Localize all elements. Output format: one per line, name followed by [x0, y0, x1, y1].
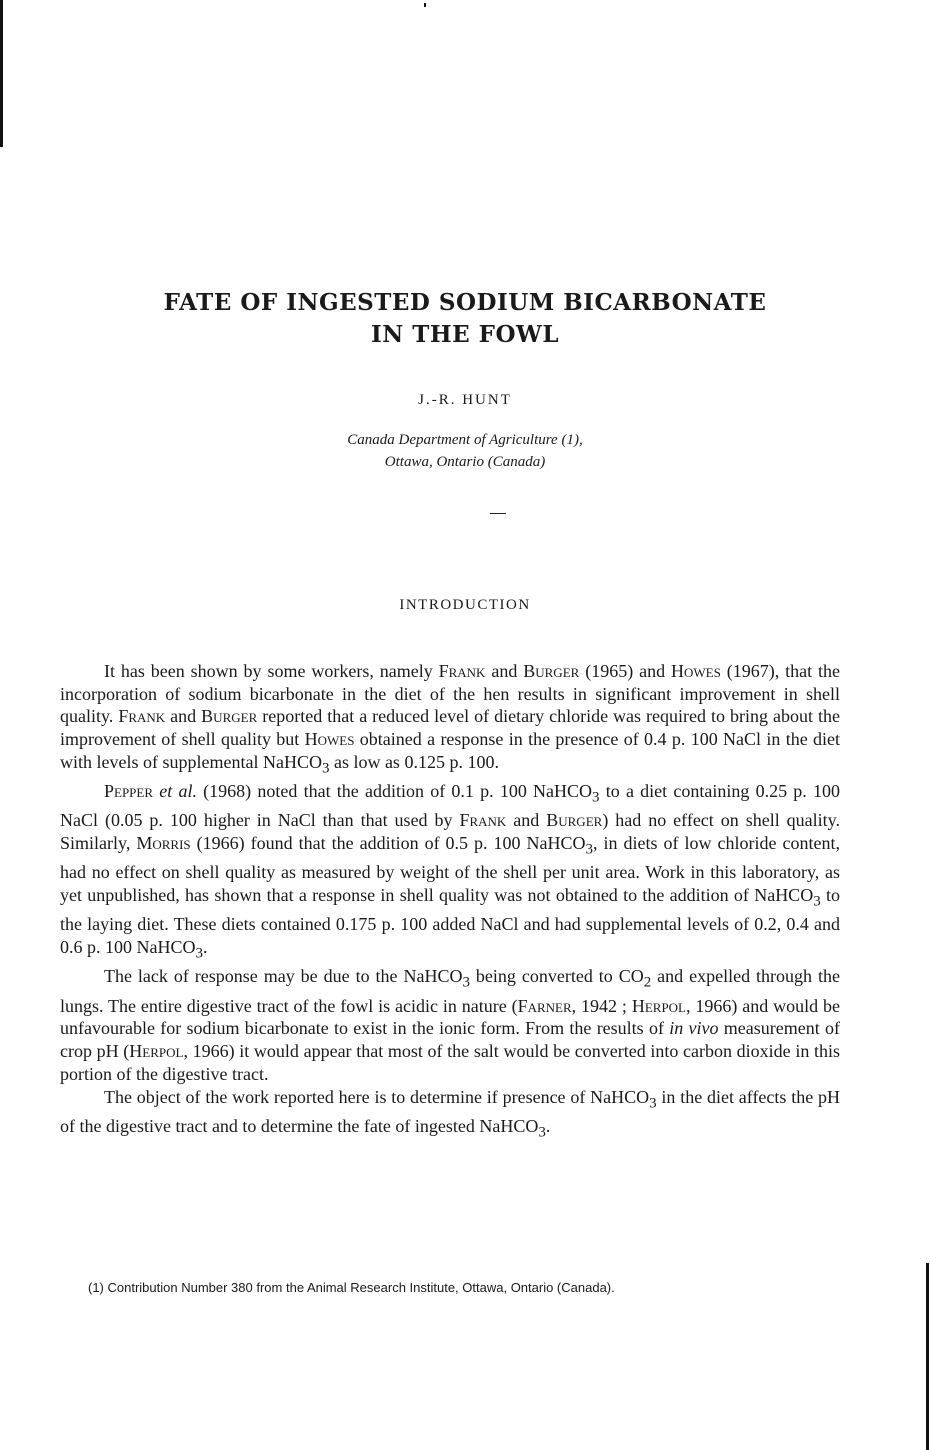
citation-author: Burger [546, 810, 603, 831]
footnote [88, 1280, 848, 1295]
paragraph-2: Pepper et al. (1968) noted that the addition of 0.1 p. 100 NaHCO$_3$ to a diet containing 0.25 p. 100 NaCl (0.05 p. 100 higher in NaCl than that used by Frank and Burger) had no effect on shell quality. Similarly, Morris (1966) found that the addition of 0.5 p. 100 NaHCO$_3$, in diets of low chloride content, had no effect on shell quality as measured by weight of the shell per unit area. Work in this laboratory, as yet unpublished, has shown that a response in shell quality was not obtained to the addition of NaHCO$_3$ to the laying diet. These diets contained 0.175 p. 100 added NaCl and had supplemental levels of 0.2, 0.4 and 0.6 p. 100 NaHCO$_3$. [60, 781, 841, 962]
citation-author: Frank [459, 810, 507, 831]
footnote-text: Contribution Number 380 from the Animal Research Institute, Ottawa, Ontario (Canada). [103, 1280, 615, 1295]
footnote-marker: (1) [88, 1280, 104, 1295]
affiliation-line-2: Ottawa, Ontario (Canada) [384, 454, 546, 470]
citation-author: Herpol [631, 995, 686, 1016]
citation-author: Frank [118, 706, 166, 727]
citation-author: Burger [201, 706, 258, 727]
section-heading: INTRODUCTION [399, 597, 531, 613]
citation-author: Herpol [129, 1041, 184, 1062]
left-edge-mark [0, 0, 3, 147]
citation-author: Farner [517, 995, 572, 1016]
article-title [0, 287, 930, 351]
citation-author: Morris [136, 833, 191, 854]
bottom-right-edge-mark [926, 1263, 929, 1450]
citation-author: Howes [304, 729, 355, 750]
title-line-1: FATE OF INGESTED SODIUM BICARBONATE [163, 289, 767, 316]
author-name: J.-R. HUNT [418, 392, 512, 408]
citation-author: Burger [523, 661, 580, 681]
citation-author: Howes [670, 661, 721, 681]
citation-author: Frank [438, 661, 486, 681]
citation-author: Pepper [104, 781, 154, 802]
title-line-2: IN THE FOWL [370, 321, 560, 348]
separator-dash [490, 513, 506, 514]
paragraph-4: The object of the work reported here is to determine if presence of NaHCO$_3$ in the diet affects the pH of the digestive tract and to determine the fate of ingested NaHCO$_3$. [60, 1086, 840, 1141]
body-text [60, 660, 840, 1144]
paragraph-3: The lack of response may be due to the NaHCO$_3$ being converted to $CO_2$ and expelled through the lungs. The entire digestive tract of the fowl is acidic in nature (Farner, 1942 ; Herpol, 1966) and would be unfavourable for sodium bicarbonate to exist in the ionic form. From the results of in vivo measurement of crop pH (Herpol, 1966) it would appear that most of the salt would be converted into carbon dioxide in this portion of the digestive tract. [60, 966, 841, 1084]
affiliation [0, 429, 930, 473]
paragraph-1: It has been shown by some workers, namely Frank and Burger (1965) and Howes (1967), that the incorporation of sodium bicarbonate in the diet of the hen results in significant improvement in shell quality. Frank and Burger reported that a reduced level of dietary chloride was required to bring about the improvement of shell quality but Howes obtained a response in the presence of 0.4 p. 100 NaCl in the diet with levels of supplemental NaHCO$_3$ as low as 0.125 p. 100. [60, 661, 841, 777]
affiliation-line-1: Canada Department of Agriculture (1), [347, 432, 583, 448]
top-dot-mark [424, 3, 426, 7]
